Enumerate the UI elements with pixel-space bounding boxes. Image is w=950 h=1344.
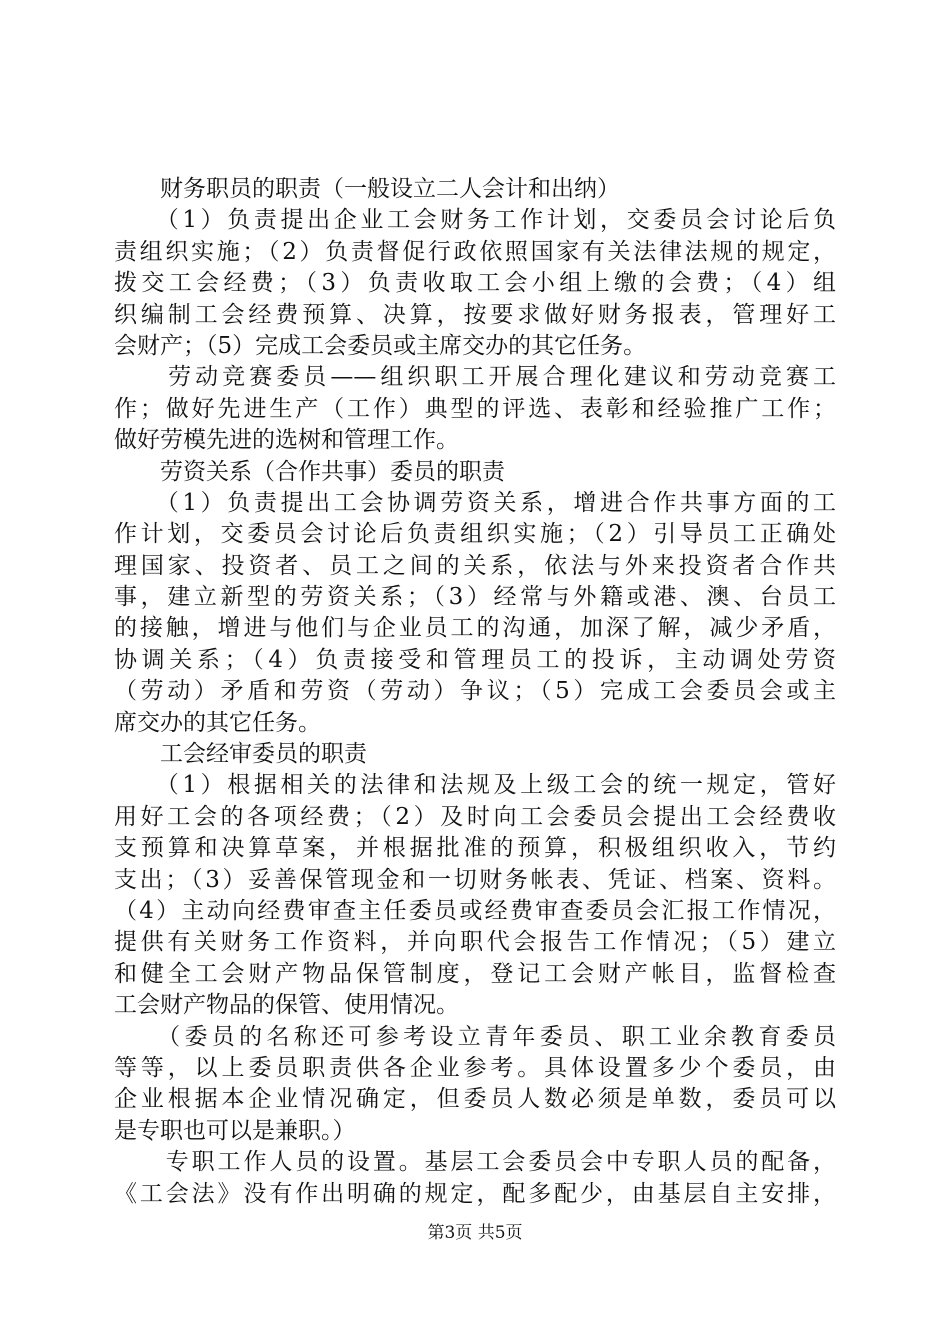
text-line: 席交办的其它任务。 — [114, 709, 321, 736]
text-line: 是专职也可以是兼职。） — [114, 1117, 356, 1144]
text-line: 会财产；（5）完成工会委员或主席交办的其它任务。 — [114, 332, 647, 359]
document-body — [114, 174, 836, 1210]
text-line: 提供有关财务工作资料，并向职代会报告工作情况；（5）建立 — [114, 929, 836, 956]
text-line: （1）负责提出企业工会财务工作计划，交委员会讨论后负 — [114, 207, 836, 234]
text-line: 做好劳模先进的选树和管理工作。 — [114, 427, 459, 454]
text-line: （委员的名称还可参考设立青年委员、职工业余教育委员 — [114, 1023, 836, 1050]
text-line: 和健全工会财产物品保管制度，登记工会财产帐目，监督检查 — [114, 960, 836, 987]
text-line: 工会经审委员的职责 — [114, 741, 367, 768]
text-line: 财务职员的职责（一般设立二人会计和出纳） — [114, 176, 620, 202]
text-line: 事，建立新型的劳资关系；（3）经常与外籍或港、澳、台员工 — [114, 584, 836, 611]
text-line: 企业根据本企业情况确定，但委员人数必须是单数，委员可以 — [114, 1086, 836, 1113]
text-line: （4）主动向经费审查主任委员或经费审查委员会汇报工作情况， — [114, 897, 836, 924]
text-line: 的接触，增进与他们与企业员工的沟通，加深了解，减少矛盾， — [114, 615, 836, 642]
text-line: 拨交工会经费；（3）负责收取工会小组上缴的会费；（4）组 — [114, 270, 836, 297]
text-line: （劳动）矛盾和劳资（劳动）争议；（5）完成工会委员会或主 — [114, 678, 836, 705]
text-line: 劳资关系（合作共事）委员的职责 — [114, 458, 505, 485]
text-line: 劳动竞赛委员——组织职工开展合理化建议和劳动竞赛工 — [114, 364, 836, 391]
page-footer: 第3页 共5页 — [427, 1223, 523, 1243]
text-line: 理国家、投资者、员工之间的关系，依法与外来投资者合作共 — [114, 552, 836, 579]
text-line: 工会财产物品的保管、使用情况。 — [114, 992, 459, 1019]
text-line: 织编制工会经费预算、决算，按要求做好财务报表，管理好工 — [114, 301, 836, 328]
text-line: 责组织实施；（2）负责督促行政依照国家有关法律法规的规定， — [114, 238, 836, 265]
text-line: 《工会法》没有作出明确的规定，配多配少，由基层自主安排， — [114, 1180, 836, 1207]
text-line: 作计划，交委员会讨论后负责组织实施；（2）引导员工正确处 — [114, 521, 836, 548]
text-line: 支出；（3）妥善保管现金和一切财务帐表、凭证、档案、资料。 — [114, 866, 836, 893]
text-line: （1）负责提出工会协调劳资关系，增进合作共事方面的工 — [114, 489, 836, 516]
text-line: 支预算和决算草案，并根据批准的预算，积极组织收入，节约 — [114, 835, 836, 862]
text-line: 作；做好先进生产（工作）典型的评选、表彰和经验推广工作； — [114, 395, 836, 422]
text-line: 等等，以上委员职责供各企业参考。具体设置多少个委员，由 — [114, 1054, 836, 1081]
text-line: 专职工作人员的设置。基层工会委员会中专职人员的配备， — [114, 1149, 836, 1176]
text-line: （1）根据相关的法律和法规及上级工会的统一规定，管好 — [114, 772, 836, 799]
text-line: 协调关系；（4）负责接受和管理员工的投诉，主动调处劳资 — [114, 646, 836, 673]
text-line: 用好工会的各项经费；（2）及时向工会委员会提出工会经费收 — [114, 803, 836, 830]
